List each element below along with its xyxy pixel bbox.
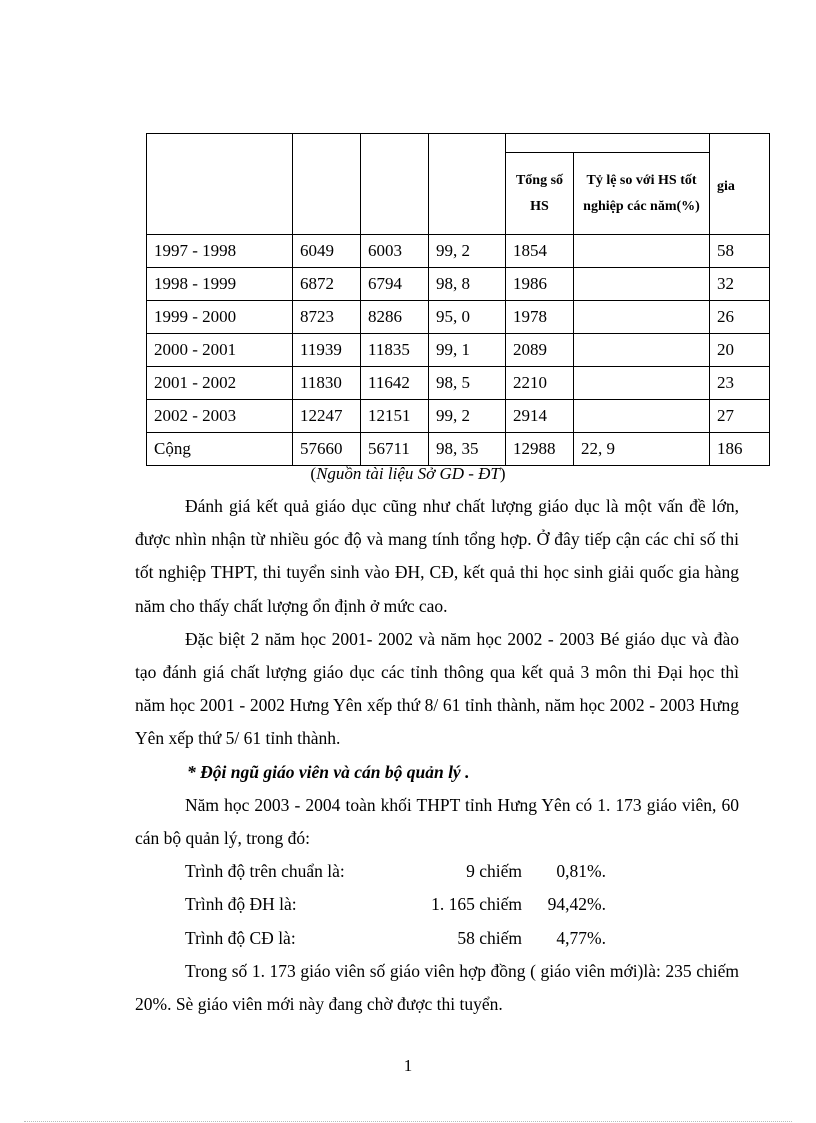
header-blank-cell (429, 134, 506, 235)
stat-count: 1. 165 chiếm (431, 894, 522, 915)
table-cell-c5 (574, 235, 710, 268)
table-cell-c2: 8286 (361, 301, 429, 334)
header-group-cell (506, 134, 710, 153)
table-cell-c5 (574, 268, 710, 301)
stat-count: 58 chiếm (457, 927, 522, 948)
qualification-stats (135, 855, 739, 955)
paragraph-ranking: Đặc biệt 2 năm học 2001- 2002 và năm học 2002 - 2003 Bé giáo dục và đào tạo đánh giá chất lượng giáo dục các tỉnh thông qua kết quả 3 môn thi Đại học thì năm học 2001 - 2002 Hưng Yên xếp thứ 8/ 61 tỉnh thành, năm học 2002 - 2003 Hưng Yên xếp thứ 5/ 61 tỉnh thành. (135, 628, 739, 749)
table-cell-year: 1997 - 1998 (147, 235, 293, 268)
table-row (147, 433, 770, 466)
table-cell-c6: 32 (710, 268, 770, 301)
table-cell-c1: 11939 (293, 334, 361, 367)
table-cell-c6: 26 (710, 301, 770, 334)
section-heading: * Đội ngũ giáo viên và cán bộ quản lý . (187, 761, 470, 782)
paragraph-teachers: Năm học 2003 - 2004 toàn khối THPT tỉnh Hưng Yên có 1. 173 giáo viên, 60 cán bộ quản lý, trong đó: (135, 794, 739, 849)
stat-line (135, 855, 739, 888)
table-cell-year: 2000 - 2001 (147, 334, 293, 367)
table-cell-c2: 11642 (361, 367, 429, 400)
table-row (147, 367, 770, 400)
source-open-paren: ( (310, 464, 317, 483)
table-cell-c1: 8723 (293, 301, 361, 334)
table-cell-c2: 11835 (361, 334, 429, 367)
table-cell-c6: 23 (710, 367, 770, 400)
table-source-caption (0, 464, 816, 484)
table-cell-c5: 22, 9 (574, 433, 710, 466)
stat-line (135, 888, 739, 921)
table-cell-c4: 1986 (506, 268, 574, 301)
table-cell-year: Cộng (147, 433, 293, 466)
table-cell-c1: 12247 (293, 400, 361, 433)
statistics-table (146, 133, 770, 466)
header-ty-le: Tỷ lệ so với HS tốt nghiệp các năm(%) (574, 153, 710, 235)
header-tong-so-hs: Tổng số HS (506, 153, 574, 235)
table-cell-c4: 2914 (506, 400, 574, 433)
table-cell-c5 (574, 334, 710, 367)
table-cell-c4: 2210 (506, 367, 574, 400)
table-cell-year: 2002 - 2003 (147, 400, 293, 433)
page-number: 1 (403, 1056, 413, 1075)
table-cell-c4: 1978 (506, 301, 574, 334)
header-blank-cell (147, 134, 293, 235)
table-row (147, 268, 770, 301)
table-cell-year: 1998 - 1999 (147, 268, 293, 301)
table-cell-c1: 11830 (293, 367, 361, 400)
page-bottom-rule (24, 1121, 792, 1122)
header-blank-cell (293, 134, 361, 235)
header-gia: gia (710, 134, 770, 235)
table-cell-c2: 6794 (361, 268, 429, 301)
paragraph-contract-teachers: Trong số 1. 173 giáo viên số giáo viên hợp đồng ( giáo viên mới)là: 235 chiếm 20%. Sè giáo viên mới này đang chờ được thi tuyển. (135, 960, 739, 1015)
table-cell-c1: 6872 (293, 268, 361, 301)
table-cell-c2: 12151 (361, 400, 429, 433)
table-cell-c4: 12988 (506, 433, 574, 466)
table-cell-c5 (574, 301, 710, 334)
table-cell-c6: 58 (710, 235, 770, 268)
table-row (147, 334, 770, 367)
table-cell-c5 (574, 367, 710, 400)
table-cell-c3: 98, 35 (429, 433, 506, 466)
table-cell-c6: 20 (710, 334, 770, 367)
stat-line (135, 922, 739, 955)
table-cell-c2: 56711 (361, 433, 429, 466)
table-cell-c3: 98, 8 (429, 268, 506, 301)
stat-count: 9 chiếm (466, 861, 522, 882)
table-cell-c2: 6003 (361, 235, 429, 268)
source-close-paren: ) (499, 464, 506, 483)
table-cell-c4: 2089 (506, 334, 574, 367)
table-cell-year: 2001 - 2002 (147, 367, 293, 400)
table-cell-c1: 6049 (293, 235, 361, 268)
stat-label: Trình độ trên chuẩn là: (185, 861, 345, 882)
paragraph-evaluation: Đánh giá kết quả giáo dục cũng như chất lượng giáo dục là một vấn đề lớn, được nhìn nhận từ nhiều góc độ và mang tính tổng hợp. Ở đây tiếp cận các chỉ số thi tốt nghiệp THPT, thi tuyển sinh vào ĐH, CĐ, kết quả thi học sinh giải quốc gia hàng năm cho thấy chất lượng ổn định ở mức cao. (135, 496, 739, 616)
table-header-top-row (147, 134, 770, 153)
table-row (147, 301, 770, 334)
table-cell-c5 (574, 400, 710, 433)
table-cell-c4: 1854 (506, 235, 574, 268)
stat-label: Trình độ ĐH là: (185, 894, 297, 915)
table-cell-year: 1999 - 2000 (147, 301, 293, 334)
stat-label: Trình độ CĐ là: (185, 927, 296, 948)
table-cell-c6: 186 (710, 433, 770, 466)
stat-pct: 0,81%. (556, 861, 606, 882)
table-row (147, 235, 770, 268)
table-cell-c3: 98, 5 (429, 367, 506, 400)
source-text: Nguồn tài liệu Sở GD - ĐT (316, 464, 500, 483)
table-cell-c3: 99, 2 (429, 235, 506, 268)
table-cell-c6: 27 (710, 400, 770, 433)
table-cell-c3: 95, 0 (429, 301, 506, 334)
table-row (147, 400, 770, 433)
stat-pct: 94,42%. (547, 894, 606, 915)
document-body (135, 490, 739, 1021)
table-cell-c3: 99, 1 (429, 334, 506, 367)
stat-pct: 4,77%. (556, 927, 606, 948)
header-blank-cell (361, 134, 429, 235)
table-cell-c3: 99, 2 (429, 400, 506, 433)
table-cell-c1: 57660 (293, 433, 361, 466)
